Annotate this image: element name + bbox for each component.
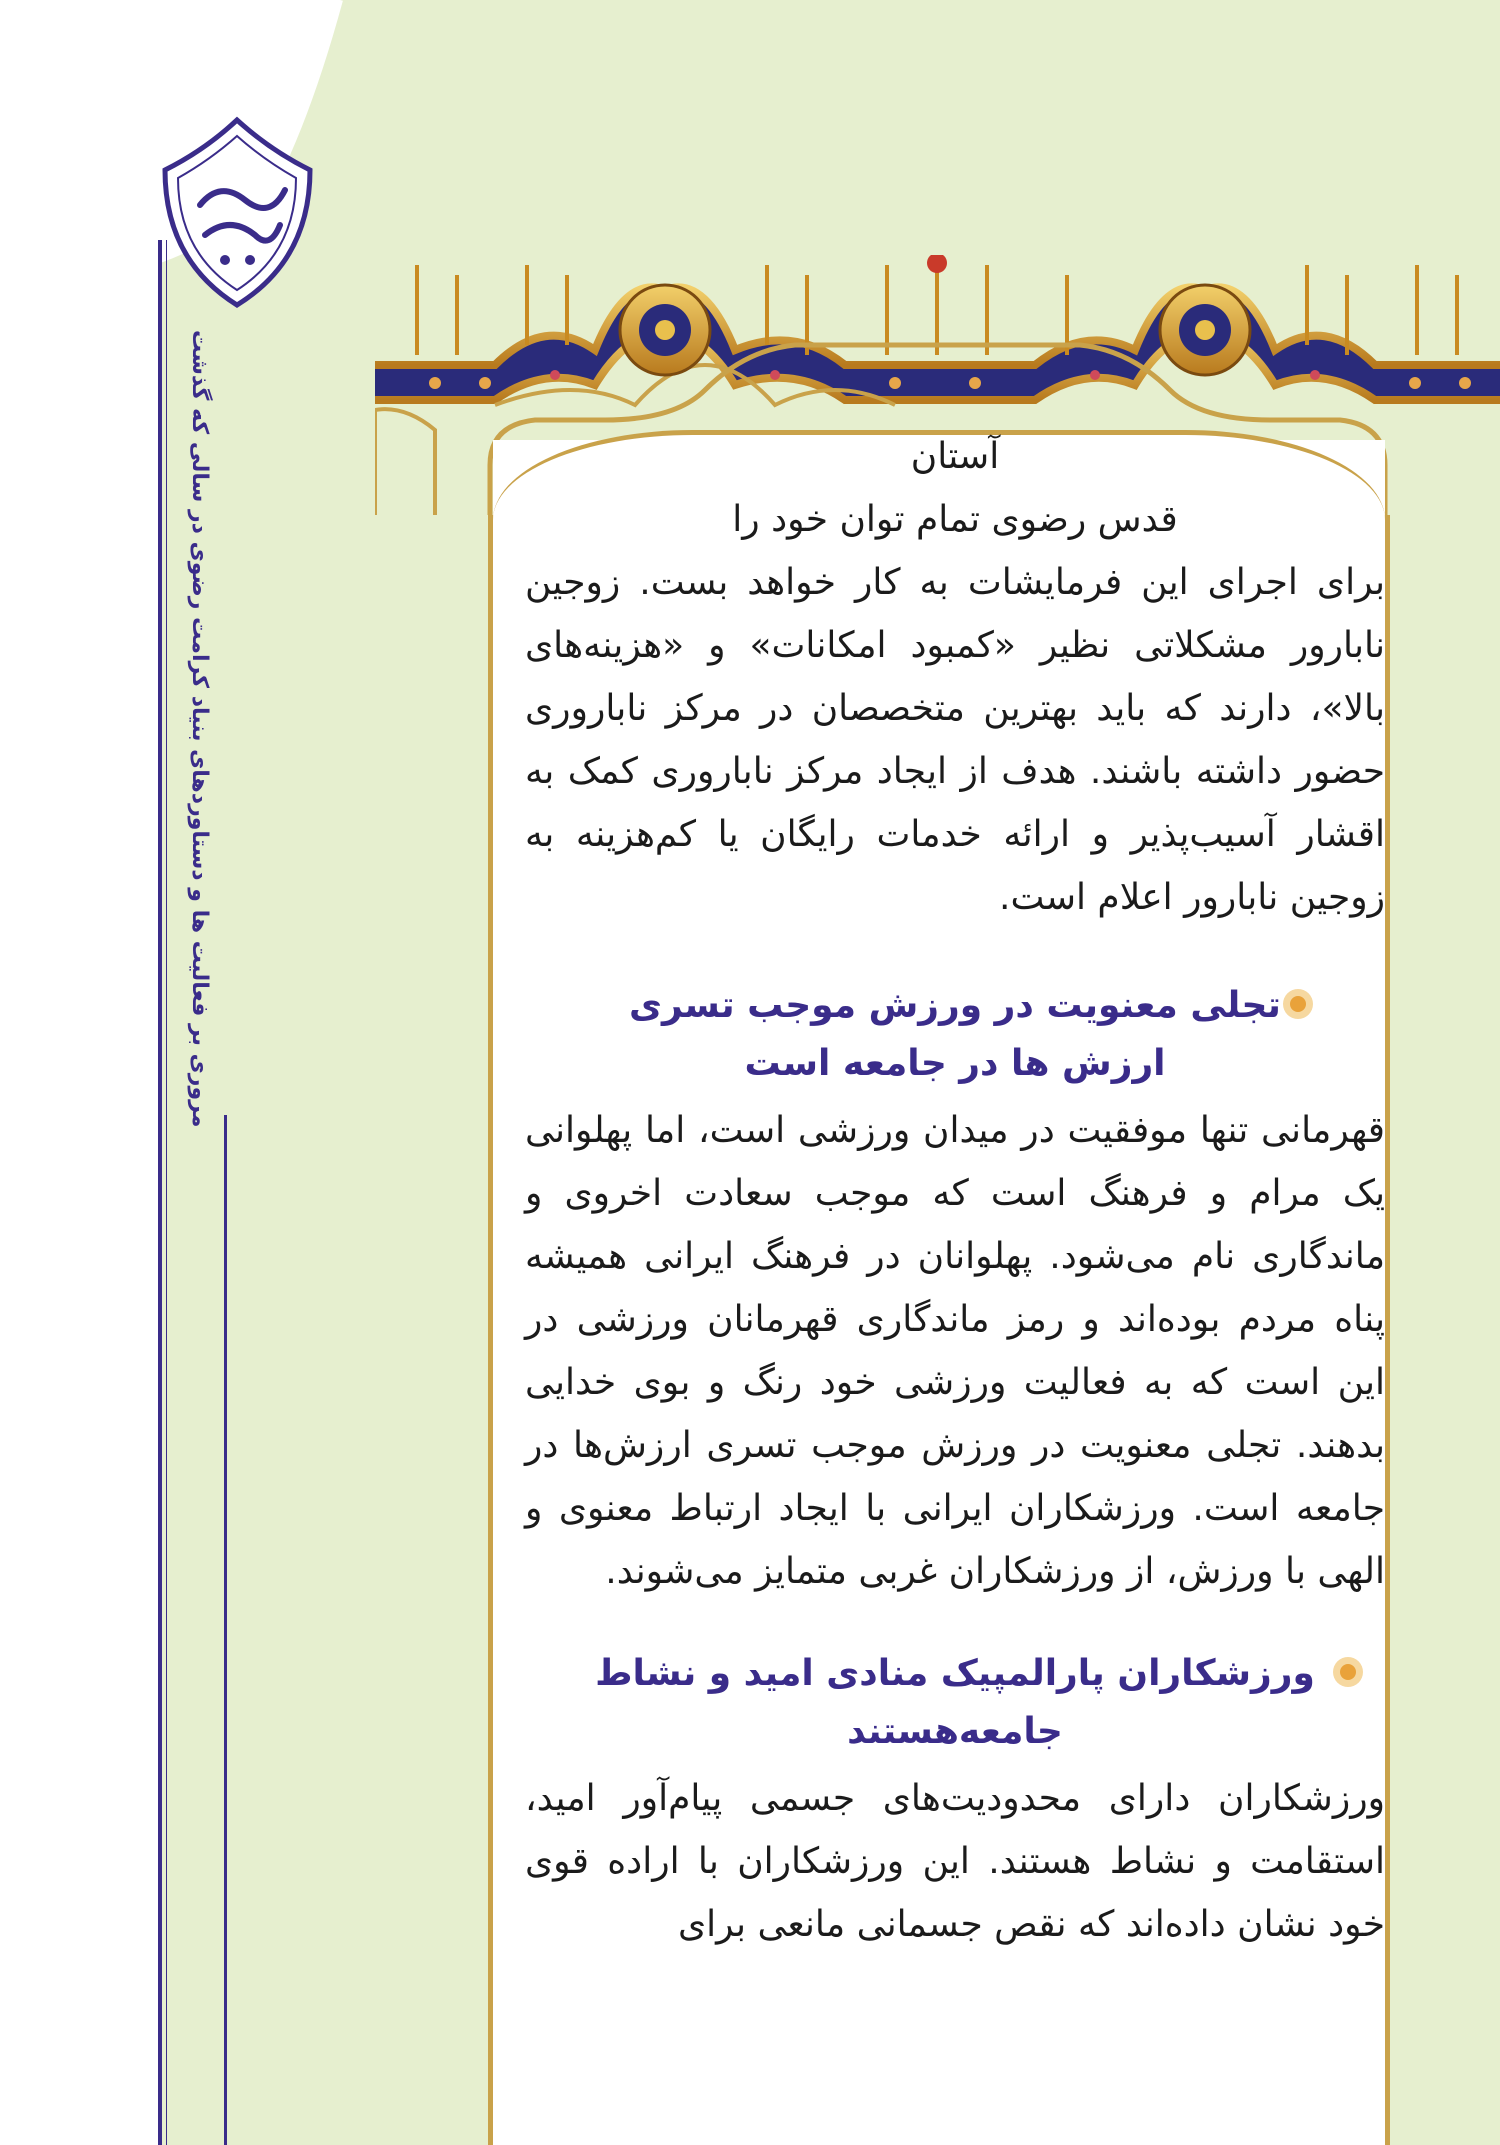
logo bbox=[150, 110, 325, 310]
paragraph-3: ورزشکاران دارای محدودیت‌های جسمی پیام‌آور امید، استقامت و نشاط هستند. این ورزشکاران با اراده قوی خود نشان داده‌اند که نقص جسمانی مانعی برای bbox=[525, 1778, 1385, 1945]
heading-1-line-2: ارزش ها در جامعه است bbox=[744, 1043, 1166, 1084]
intro-line-1: آستان bbox=[910, 436, 1000, 477]
heading-2-line-2: جامعه‌هستند bbox=[847, 1711, 1063, 1752]
text-frame-right bbox=[1385, 515, 1390, 2145]
sidebar-caption: مروری بر فعالیت ها و دستاوردهای بنیاد کرامت رضوی در سالی که گذشت bbox=[187, 330, 212, 1128]
heading-2 bbox=[525, 1645, 1385, 1761]
heading-1 bbox=[525, 977, 1385, 1093]
paragraph-2: قهرمانی تنها موفقیت در میدان ورزشی است، اما پهلوانی یک مرام و فرهنگ است که موجب سعادت اخروی و ماندگاری نام می‌شود. پهلوانان در فرهنگ ایرانی همیشه پناه مردم بوده‌اند و رمز ماندگاری قهرمانان ورزشی در این است که به فعالیت ورزشی خود رنگ و بوی خدایی بدهند. تجلی معنویت در ورزش موجب تسری ارزش‌ها در جامعه است. ورزشکاران ایرانی با ایجاد ارتباط معنوی و الهی با ورزش، از ورزشکاران غربی متمایز می‌شوند. bbox=[525, 1110, 1385, 1592]
heading-2-line-1: ورزشکاران پارالمپیک منادی امید و نشاط bbox=[595, 1653, 1315, 1694]
body-text bbox=[525, 425, 1385, 1956]
sidebar-caption-rule bbox=[224, 1115, 227, 2145]
sidebar-rule-thick bbox=[158, 240, 162, 2145]
intro-line-2: قدس رضوی تمام توان خود را bbox=[732, 499, 1178, 540]
sidebar-rule-thin bbox=[166, 240, 167, 2145]
paragraph-1: برای اجرای این فرمایشات به کار خواهد بست. زوجین نابارور مشکلاتی نظیر «کمبود امکانات» و «هزینه‌های بالا»، دارند که باید بهترین متخصصان در مرکز ناباروری حضور داشته باشند. هدف از ایجاد مرکز ناباروری کمک به اقشار آسیب‌پذیر و ارائه خدمات رایگان یا کم‌هزینه به زوجین نابارور اعلام است. bbox=[525, 562, 1385, 918]
heading-1-line-1: تجلی معنویت در ورزش موجب تسری bbox=[629, 985, 1281, 1026]
left-margin bbox=[0, 0, 160, 2145]
